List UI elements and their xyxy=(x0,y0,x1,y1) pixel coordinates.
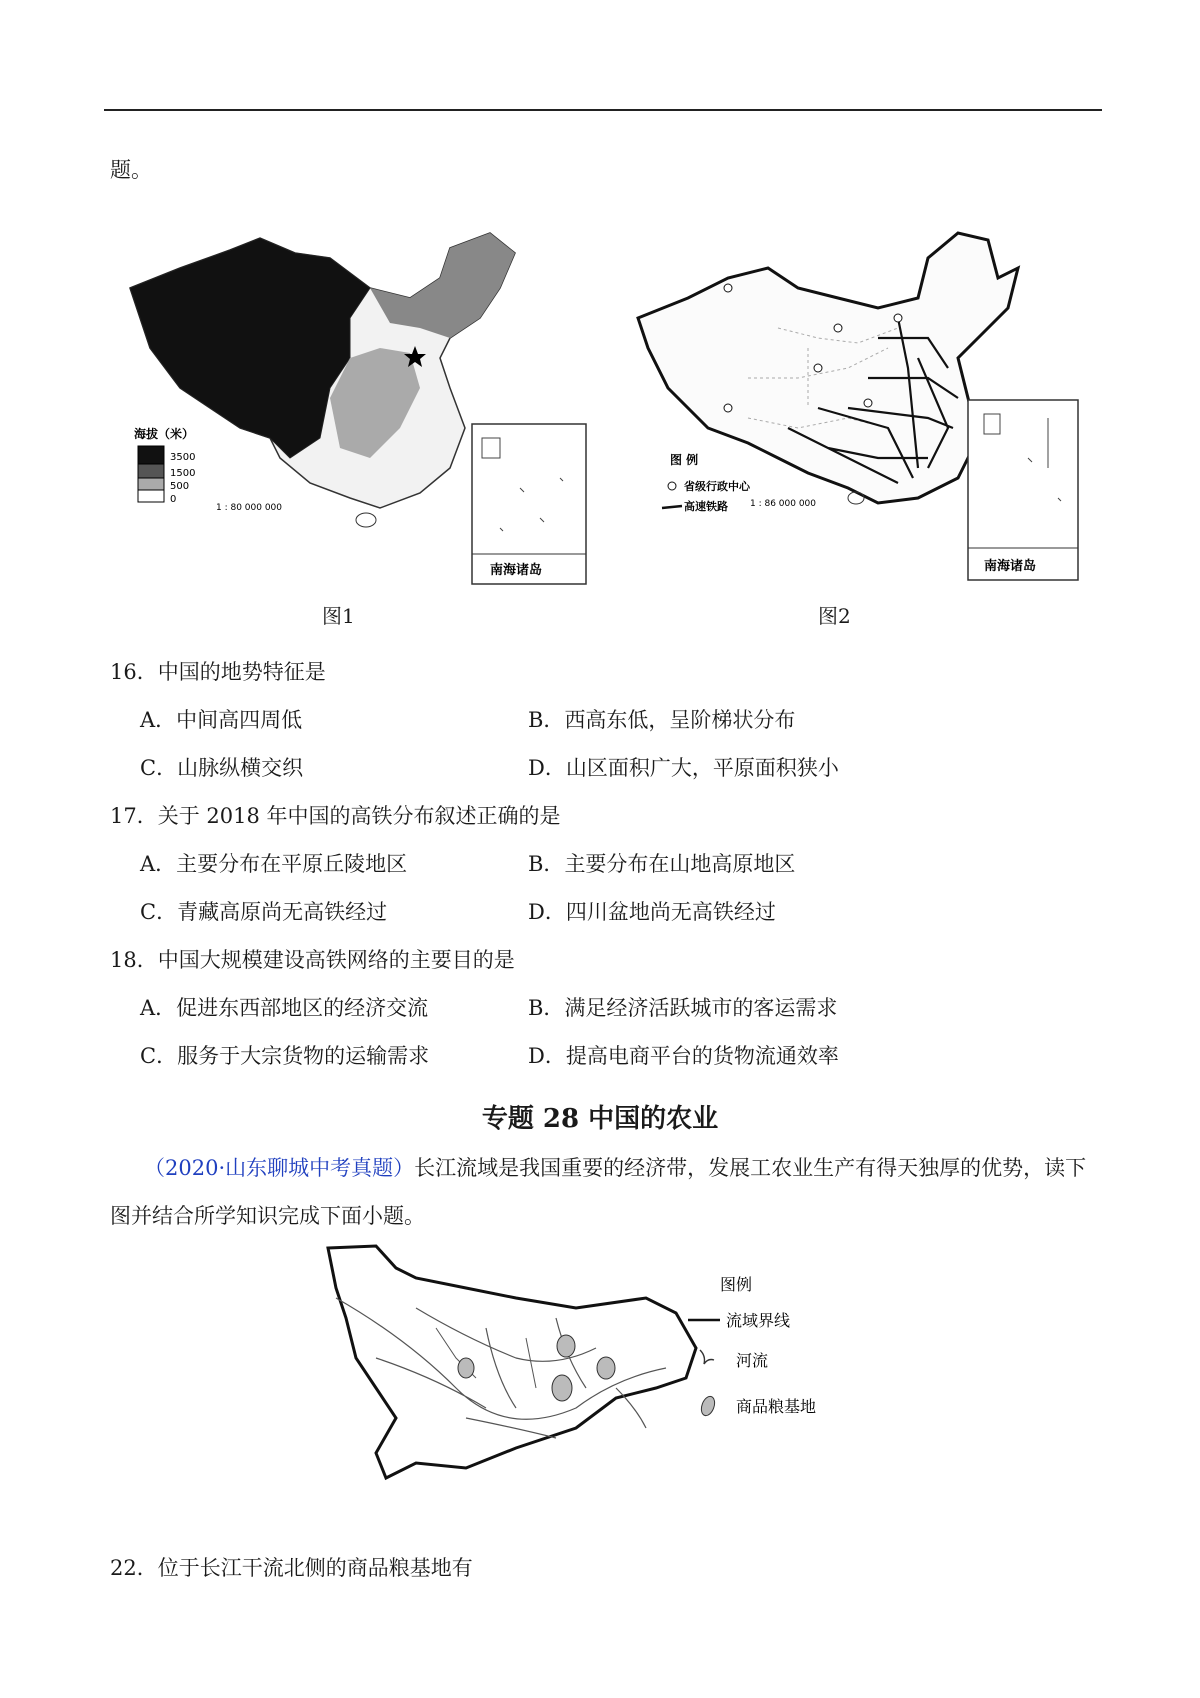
option-text: 主要分布在平原丘陵地区 xyxy=(176,852,408,876)
china-elevation-map xyxy=(120,228,598,588)
fig2-legend-item: 省级行政中心 xyxy=(684,480,750,493)
option-label: B． xyxy=(528,852,565,876)
option-text: 服务于大宗货物的运输需求 xyxy=(177,1044,430,1068)
option-label: C． xyxy=(140,756,178,780)
fig3-legend-item: 河流 xyxy=(736,1351,769,1370)
intro-line-1: 长江流域是我国重要的经济带，发展工农业生产有得天独厚的优势，读下 xyxy=(414,1156,1087,1180)
section-title: 专题 28 中国的农业 xyxy=(481,1104,719,1134)
option-text: 西高东低，呈阶梯状分布 xyxy=(564,708,796,732)
question-number: 18． xyxy=(110,948,158,972)
question-17 xyxy=(110,800,561,830)
fig1-legend-value: 1500 xyxy=(170,468,196,479)
yangtze-basin-map xyxy=(316,1238,904,1488)
figure1-caption: 图1 xyxy=(322,604,355,628)
option-17c xyxy=(140,896,387,926)
china-railway-map xyxy=(628,228,1088,588)
option-17d xyxy=(528,896,776,926)
option-16d xyxy=(528,752,839,782)
grain-base-marker xyxy=(552,1375,572,1401)
fig1-inset-label: 南海诸岛 xyxy=(490,563,543,578)
option-text: 提高电商平台的货物流通效率 xyxy=(565,1044,839,1068)
fig2-scale: 1 : 86 000 000 xyxy=(750,499,817,509)
option-18b xyxy=(528,992,837,1022)
option-label: B． xyxy=(528,996,565,1020)
question-number: 22． xyxy=(110,1556,158,1580)
fig2-legend-title: 图 例 xyxy=(670,453,699,467)
header-rule xyxy=(104,109,1102,111)
option-label: D． xyxy=(528,1044,566,1068)
fig1-scale: 1 : 80 000 000 xyxy=(216,503,283,513)
fig2-inset-label: 南海诸岛 xyxy=(984,559,1037,574)
question-18 xyxy=(110,944,515,974)
option-17b xyxy=(528,848,795,878)
fig1-legend-value: 500 xyxy=(170,481,190,492)
fig3-legend-item: 流域界线 xyxy=(726,1311,791,1330)
section-intro xyxy=(144,1154,1086,1182)
fig1-legend-value: 3500 xyxy=(170,452,196,463)
source-citation: （2020·山东聊城中考真题） xyxy=(144,1156,415,1180)
option-18d xyxy=(528,1040,839,1070)
option-label: A． xyxy=(140,852,177,876)
question-16 xyxy=(110,656,326,686)
figure-row xyxy=(110,228,1100,628)
fig1-legend-title: 海拔（米） xyxy=(134,427,195,441)
option-text: 山区面积广大，平原面积狭小 xyxy=(565,756,839,780)
question-text: 中国大规模建设高铁网络的主要目的是 xyxy=(157,948,515,972)
grain-base-marker xyxy=(458,1358,474,1378)
question-text: 关于 2018 年中国的高铁分布叙述正确的是 xyxy=(157,804,561,828)
option-18a xyxy=(140,992,428,1022)
option-label: D． xyxy=(528,756,566,780)
option-label: C． xyxy=(140,900,178,924)
fig1-legend-value: 0 xyxy=(170,494,177,505)
option-text: 促进东西部地区的经济交流 xyxy=(176,996,429,1020)
intro-line-2: 图并结合所学知识完成下面小题。 xyxy=(110,1204,425,1228)
question-text: 位于长江干流北侧的商品粮基地有 xyxy=(157,1556,473,1580)
option-text: 四川盆地尚无高铁经过 xyxy=(565,900,776,924)
option-text: 山脉纵横交织 xyxy=(177,756,304,780)
question-number: 16． xyxy=(110,660,158,684)
question-22 xyxy=(110,1552,473,1582)
option-label: A． xyxy=(140,996,177,1020)
question-number: 17． xyxy=(110,804,158,828)
option-text: 主要分布在山地高原地区 xyxy=(564,852,796,876)
option-text: 中间高四周低 xyxy=(176,708,303,732)
option-16c xyxy=(140,752,303,782)
option-label: D． xyxy=(528,900,566,924)
option-label: C． xyxy=(140,1044,178,1068)
question-text: 中国的地势特征是 xyxy=(157,660,326,684)
grain-base-marker xyxy=(597,1357,615,1379)
option-text: 青藏高原尚无高铁经过 xyxy=(177,900,388,924)
option-18c xyxy=(140,1040,429,1070)
option-label: A． xyxy=(140,708,177,732)
option-label: B． xyxy=(528,708,565,732)
figure2-caption: 图2 xyxy=(818,604,851,628)
fig3-legend-title: 图例 xyxy=(720,1275,753,1294)
option-16b xyxy=(528,704,795,734)
fig3-legend-item: 商品粮基地 xyxy=(736,1397,817,1416)
option-17a xyxy=(140,848,407,878)
fig2-legend-item: 高速铁路 xyxy=(684,500,728,513)
intro-tail: 题。 xyxy=(110,158,152,182)
grain-base-marker xyxy=(557,1335,575,1357)
option-text: 满足经济活跃城市的客运需求 xyxy=(564,996,838,1020)
option-16a xyxy=(140,704,302,734)
